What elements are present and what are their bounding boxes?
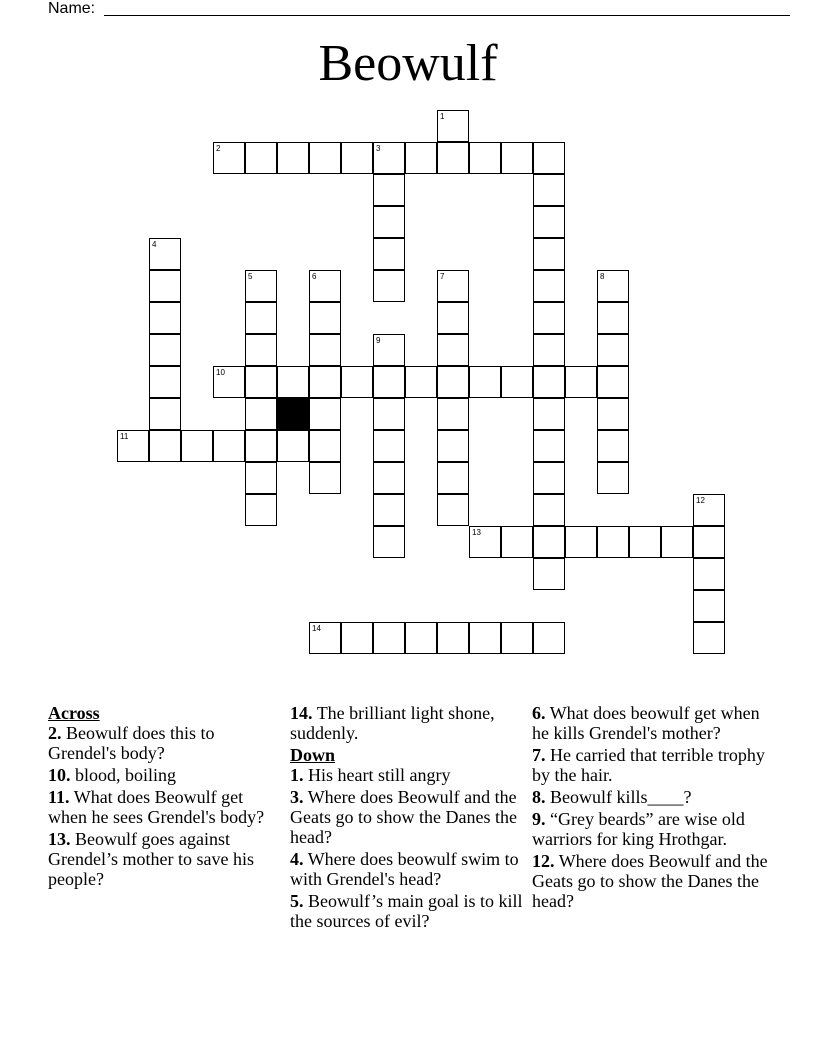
grid-cell[interactable] <box>245 494 277 526</box>
grid-cell[interactable] <box>149 302 181 334</box>
grid-cell[interactable] <box>373 622 405 654</box>
grid-cell[interactable] <box>693 622 725 654</box>
clue-down-6: 6. What does beowulf get when he kills Grendel's mother? <box>532 703 760 743</box>
grid-cell-14[interactable] <box>309 622 341 654</box>
clue-down-7: 7. He carried that terrible trophy by the hair. <box>532 745 765 785</box>
clue-across-2: 2. Beowulf does this to Grendel's body? <box>48 723 215 763</box>
grid-cell[interactable] <box>341 366 373 398</box>
grid-cell[interactable] <box>309 462 341 494</box>
grid-cell-9[interactable] <box>373 334 405 366</box>
grid-cell[interactable] <box>437 430 469 462</box>
grid-cell[interactable] <box>501 366 533 398</box>
clue-down-3: 3. Where does Beowulf and the Geats go to show the Danes the head? <box>290 787 517 847</box>
grid-cell[interactable] <box>501 142 533 174</box>
grid-cell[interactable] <box>437 462 469 494</box>
grid-cell[interactable] <box>597 334 629 366</box>
grid-cell[interactable] <box>693 590 725 622</box>
grid-cell[interactable] <box>597 526 629 558</box>
across-heading: Across <box>48 703 100 723</box>
clues-column-3 <box>532 703 772 913</box>
clue-number: 4 <box>152 240 157 249</box>
clue-number: 11 <box>120 432 129 441</box>
grid-cell[interactable] <box>533 526 565 558</box>
clue-number: 1 <box>440 112 445 121</box>
grid-cell[interactable] <box>405 622 437 654</box>
grid-cell[interactable] <box>533 302 565 334</box>
grid-cell[interactable] <box>245 430 277 462</box>
grid-cell[interactable] <box>565 366 597 398</box>
grid-cell-11[interactable] <box>117 430 149 462</box>
grid-cell[interactable] <box>469 142 501 174</box>
grid-cell[interactable] <box>533 558 565 590</box>
grid-cell[interactable] <box>277 142 309 174</box>
grid-cell[interactable] <box>405 366 437 398</box>
grid-cell[interactable] <box>437 334 469 366</box>
clue-number: 9 <box>376 336 381 345</box>
grid-cell[interactable] <box>597 462 629 494</box>
grid-cell[interactable] <box>341 142 373 174</box>
grid-cell[interactable] <box>533 366 565 398</box>
grid-cell[interactable] <box>533 494 565 526</box>
grid-cell[interactable] <box>341 622 373 654</box>
grid-cell-2[interactable] <box>213 142 245 174</box>
grid-cell[interactable] <box>245 142 277 174</box>
grid-cell[interactable] <box>309 142 341 174</box>
grid-cell[interactable] <box>309 430 341 462</box>
grid-cell[interactable] <box>533 206 565 238</box>
grid-cell[interactable] <box>437 622 469 654</box>
grid-cell[interactable] <box>437 142 469 174</box>
clue-across-10: 10. blood, boiling <box>48 765 177 785</box>
grid-cell-1[interactable] <box>437 110 469 142</box>
grid-cell[interactable] <box>149 366 181 398</box>
grid-cell[interactable] <box>693 558 725 590</box>
grid-cell[interactable] <box>405 142 437 174</box>
grid-cell[interactable] <box>469 622 501 654</box>
clue-number: 3 <box>376 144 381 153</box>
clue-across-14: 14. The brilliant light shone, suddenly. <box>290 703 495 743</box>
grid-cell[interactable] <box>693 526 725 558</box>
grid-cell[interactable] <box>597 302 629 334</box>
down-heading: Down <box>290 745 336 765</box>
grid-cell[interactable] <box>501 622 533 654</box>
clue-number: 12 <box>696 496 705 505</box>
grid-cell[interactable] <box>373 430 405 462</box>
grid-cell[interactable] <box>597 398 629 430</box>
grid-cell[interactable] <box>533 398 565 430</box>
grid-cell[interactable] <box>533 462 565 494</box>
grid-cell[interactable] <box>149 398 181 430</box>
grid-cell[interactable] <box>533 238 565 270</box>
grid-cell[interactable] <box>245 334 277 366</box>
grid-cell[interactable] <box>149 430 181 462</box>
clue-down-9: 9. “Grey beards” are wise old warriors for king Hrothgar. <box>532 809 745 849</box>
clue-number: 13 <box>472 528 481 537</box>
grid-cell[interactable] <box>597 430 629 462</box>
clue-number: 2 <box>216 144 221 153</box>
grid-cell[interactable] <box>533 334 565 366</box>
grid-cell-7[interactable] <box>437 270 469 302</box>
clue-number: 14 <box>312 624 321 633</box>
grid-cell[interactable] <box>533 430 565 462</box>
grid-cell[interactable] <box>373 494 405 526</box>
grid-cell[interactable] <box>309 334 341 366</box>
grid-cell-4[interactable] <box>149 238 181 270</box>
clue-number: 6 <box>312 272 317 281</box>
grid-cell[interactable] <box>533 174 565 206</box>
clue-across-11: 11. What does Beowulf get when he sees Grendel's body? <box>48 787 265 827</box>
grid-cell[interactable] <box>373 238 405 270</box>
grid-cell[interactable] <box>533 622 565 654</box>
clue-down-1: 1. His heart still angry <box>290 765 451 785</box>
grid-cell-6[interactable] <box>309 270 341 302</box>
grid-cell[interactable] <box>501 526 533 558</box>
clue-number: 5 <box>248 272 253 281</box>
grid-cell[interactable] <box>373 398 405 430</box>
blocked-cell <box>277 398 309 430</box>
grid-cell[interactable] <box>213 430 245 462</box>
grid-cell[interactable] <box>309 366 341 398</box>
grid-cell[interactable] <box>437 302 469 334</box>
clue-down-12: 12. Where does Beowulf and the Geats go to show the Danes the head? <box>532 851 768 911</box>
grid-cell[interactable] <box>437 366 469 398</box>
grid-cell[interactable] <box>245 302 277 334</box>
clue-down-5: 5. Beowulf’s main goal is to kill the sources of evil? <box>290 891 523 931</box>
grid-cell[interactable] <box>149 270 181 302</box>
name-label: Name: <box>48 0 96 17</box>
grid-cell[interactable] <box>309 302 341 334</box>
clue-number: 7 <box>440 272 445 281</box>
grid-cell[interactable] <box>245 462 277 494</box>
grid-cell-8[interactable] <box>597 270 629 302</box>
grid-cell[interactable] <box>181 430 213 462</box>
grid-cell[interactable] <box>277 366 309 398</box>
grid-cell[interactable] <box>661 526 693 558</box>
grid-cell-10[interactable] <box>213 366 245 398</box>
grid-cell[interactable] <box>469 366 501 398</box>
grid-cell[interactable] <box>533 142 565 174</box>
grid-cell[interactable] <box>373 462 405 494</box>
grid-cell[interactable] <box>629 526 661 558</box>
grid-cell[interactable] <box>533 270 565 302</box>
grid-cell-3[interactable] <box>373 142 405 174</box>
grid-cell[interactable] <box>245 366 277 398</box>
grid-cell[interactable] <box>149 334 181 366</box>
clues-column-2 <box>290 703 530 933</box>
grid-cell[interactable] <box>373 366 405 398</box>
grid-cell[interactable] <box>373 526 405 558</box>
grid-cell-5[interactable] <box>245 270 277 302</box>
clues-column-1 <box>48 703 283 891</box>
grid-cell[interactable] <box>373 270 405 302</box>
grid-cell[interactable] <box>437 494 469 526</box>
clue-number: 10 <box>216 368 225 377</box>
page-title: Beowulf <box>318 35 498 92</box>
grid-cell[interactable] <box>373 206 405 238</box>
clue-number: 8 <box>600 272 605 281</box>
clue-across-13: 13. Beowulf goes against Grendel’s mother to save his people? <box>48 829 254 889</box>
grid-cell[interactable] <box>565 526 597 558</box>
clue-down-8: 8. Beowulf kills____? <box>532 787 692 807</box>
grid-cell[interactable] <box>309 398 341 430</box>
grid-cell-12[interactable] <box>693 494 725 526</box>
grid-cell-13[interactable] <box>469 526 501 558</box>
grid-cell[interactable] <box>277 430 309 462</box>
grid-cell[interactable] <box>437 398 469 430</box>
grid-cell[interactable] <box>597 366 629 398</box>
clue-down-4: 4. Where does beowulf swim to with Grendel's head? <box>290 849 519 889</box>
grid-cell[interactable] <box>373 174 405 206</box>
grid-cell[interactable] <box>245 398 277 430</box>
